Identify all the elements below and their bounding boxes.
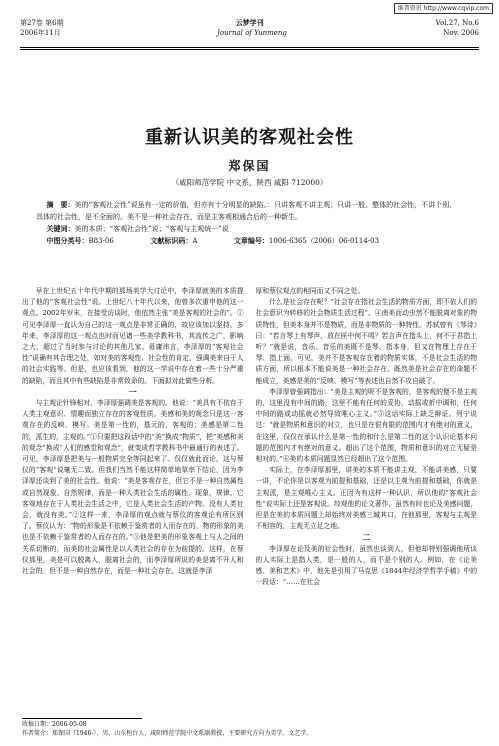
paragraph: 李泽厚在论及美的社会性时，虽然也谈到人，但他却特别强调他所谈的人实际上是指人类，是一般的人，而不是个别的人。例如，在《论美感、美和艺术》中，他先是引用了马克思《1844年经济学哲学手稿》中的一段话：“……在社会 [255,544,477,587]
header-rule [20,47,479,48]
header-rule-secondary [20,49,479,50]
article-title: 重新认识美的客观社会性 [145,127,354,148]
journal-name-cn: 云梦学刊 [235,18,264,27]
article-number: 文章编号：1006-6365（2006）06-0114-03 [233,236,380,245]
keywords [36,223,463,235]
footnote [22,720,477,738]
keywords-label: 关键词： [46,224,75,233]
abstract-block [36,199,463,247]
paragraph: 早在上世纪五十年代中期的那场美学大讨论中，李泽厚就美的本质提出了他的“客观社会性”说。上世纪八十年代以来，他曾多次重申他的这一观点。2002年岁末，在接受访谈时，他依然主张“美是客观的社会的”。①可见李泽厚一直认为自己的这一观点是非常正确的，故应该加以坚持。多年来，李泽厚的这一观点也时而见诸一些美学教科书，其流传之广，影响之大，超过了当时参与讨论的其他几家。毋庸讳言，李泽厚的“客观社会性”说确有其合理之处，如对美的客观性、社会性的肯定，强调美来自于人的社会实践等。但是，也应该看到，他的这一学说中存在着一些十分严重的缺陷，而且其中有些缺陷是非常致命的。下面拟对此做些分析。 [22,287,244,385]
abstract-label: 摘 要： [46,200,75,209]
paragraph: 李泽厚曾强调指出：“美是主观的呢不是客观的，是客观的便不是主观的，这里没有中间的路，这里不能有任何的妥协，动摇或折中调和，任何中间的路或动摇就必然导致唯心主义。”⑤这话实际上缺乏辩证。列宁说过：“就是物质和意识的对立，也只是在很有限的范围内才有绝对的意义，在这里，仅仅在承认什么是第一性的和什么是第二性的这个认识论基本问题的范围内才有绝对的意义。超出了这个范围，物质和意识的对立无疑是相对的。”⑥美的本质问题显然已经超出了这个范围。 [255,387,477,464]
paragraph: 什么是社会存在呢？“社会存在指社会生活的物质方面，即不依人们的社会意识为转移的社会物质生活过程”。④南美而动虫然不能脱离对象的物质特性，但美本身并不是物质，而是非物质的一种特性。苏轼曾有《琴诗》曰：“若言琴上有琴声，放在匣中何不鸣？若言声在指头上，何不于君指上听？”就是说，音乐、音乐的美既不是琴、指本身，但又在物理上存在于琴、指上面。可见，美并不是客观存在着的物质实体，不是社会生活的物质方面，所以根本不能说美是一种社会存在。既然美是社会存在的命题不能成立，美感是美的“反映、模写”等表述也自然不攻自破了。 [255,298,477,385]
article-author: 郑保国 [228,159,271,173]
running-header [20,18,479,50]
volume-issue-en: Vol.27, No.6 [435,19,479,27]
abstract [36,199,463,223]
clc-number: 中图分类号：B83-06 [46,236,114,245]
received-date: 收稿日期：2006-05-08 [22,721,87,728]
author-affiliation: （咸阳师范学院 中文系，陕西 咸阳 712000） [171,178,328,187]
paragraph: 与主观论针锋相对，李泽厚强调美是客观的。他说：“美具有不依存于人类主观意识、情趣而独立存在的客观性质。美感和美的观念只是这一客观存在的反映、模写。美是第一性的，基元的，客观的；美感是第二性的，派生的，主观的。”①只要把这段话中的“美”换成“物质”，把“美感和美的观念”换成“人们的感觉和观念”，就变成哲学教科书中最通行的表述了。可见，李泽厚是把美与一般物质完全等同起来了。仅仅就此而论，这与蔡仪的“客观”说毫无二致。但我们当然不能这样简单地草率下结论，因为李泽厚还谈到了美的社会性。他说：“美是客观存在，但它不是一种自然属性或自然现象、自然规律，而是一种人类社会生活的属性、现象、规律。它客观地存在于人类社会生活之中，它是人类社会生活的产物。没有人类社会，就没有美。”②这样一来，李泽厚的观点就与蔡仪的客观论有所区别了。蔡仪认为：“物的形象是不依赖于鉴赏者的人而存在的，物的形象的美也是不依赖于鉴赏者的人而存在的。”③他是把美的形象客观上与人之间的关系切断的，而美的社会属性是以人类社会的存在为前提的。这样，在蔡仪那里，美是可以脱离人、脱离社会的，而李泽厚所说的美是离不开人和社会的。但不是一种自然存在，而是一种社会存在。这就是李泽 [22,399,244,576]
body-column-left [22,286,244,716]
keywords-text: 美的本质；“客观社会性”说；“客观与主观统一”说 [74,225,229,233]
volume-issue: 第27卷 第6期 [20,19,64,27]
author-bio: 作者简介：郑保国（1946-），男，山东桓台人，咸阳师范学院中文系副教授，主要研究方向为美学、文艺学。 [22,730,313,737]
document-code: 文献标识码：A [150,236,198,245]
paragraph: 厚和蔡仪观点的相同而又不同之处。 [255,287,365,295]
section-number: 二 [362,532,371,543]
body-columns [22,286,477,716]
issue-date: 2006年11月 [20,29,61,37]
classification-line [36,235,463,247]
issue-date-en: Nov. 2006 [443,29,479,37]
watermark: 维普资讯 http://www.cqvip.com [394,3,493,14]
body-column-right [256,286,478,716]
footnote-rule [22,718,142,719]
paragraph: 实际上，在李泽厚那里，讲美的本质不能讲主观，不能讲美感，只要一讲，不论你是以客观为前提和基础，还是以主观为前提和基础，你就是主观派，是主观唯心主义。正因为有这样一种认识，所以他的“客观社会性”说实际上还是客观说。综观他的论文著作，虽然有时也论及美感问题，但是在美的本质问题上却始终对美感三缄其口，在他那里，客观与主观是不相容的，主观无立足之地。 [255,466,477,531]
section-number: 一 [128,386,137,397]
abstract-text: 美的“客观社会性”说虽有一定的价值，但亦有十分明显的缺陷。：只讲客观不讲主观；只讲一般、整体的社会性，不讲个别、具体的社会性，是不全面的。美不是一种社会存在，而是主客观相通合后的一种新生。 [36,201,457,221]
journal-name-en: Journal of Yunmeng [217,29,287,37]
